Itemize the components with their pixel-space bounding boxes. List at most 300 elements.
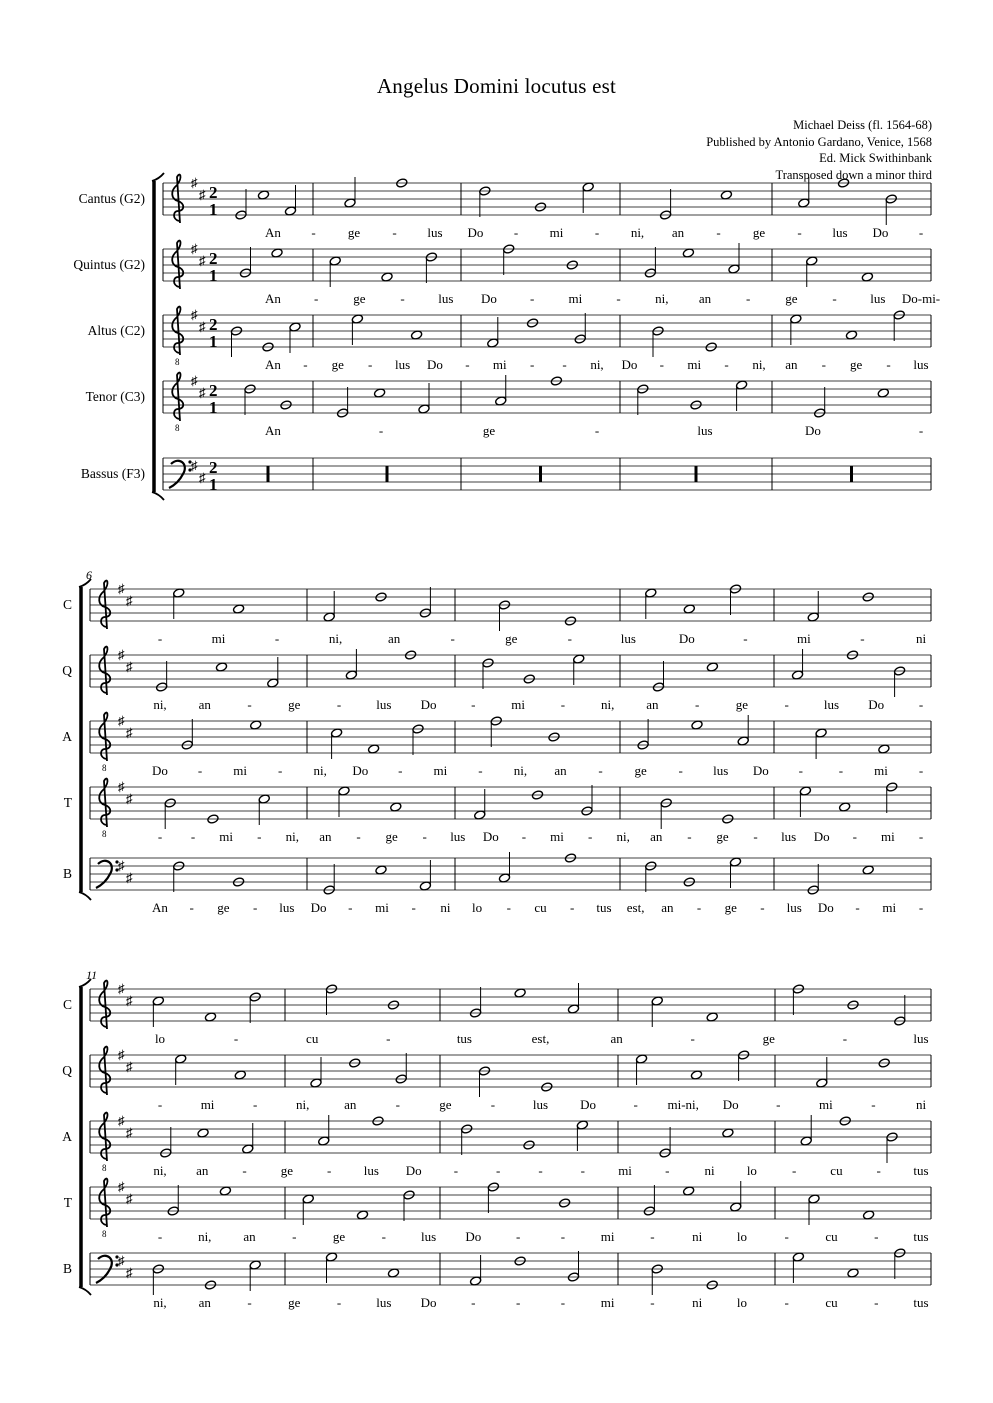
voice-label: T <box>63 1195 72 1210</box>
lyric-syllable: - <box>257 829 262 844</box>
lyric-syllable: ni, <box>198 1229 212 1244</box>
system-3 <box>62 968 931 1310</box>
lyric-syllable: - <box>665 1163 670 1178</box>
lyric-syllable: - <box>784 1229 789 1244</box>
breve-rest <box>850 466 853 482</box>
lyric-syllable: - <box>871 1097 876 1112</box>
lyric-syllable: - <box>336 1295 342 1310</box>
lyric-syllable: - <box>336 697 342 712</box>
lyric-syllable: - <box>760 900 765 915</box>
lyric-syllable: - <box>616 291 621 306</box>
voice-label: Q <box>62 1063 72 1078</box>
lyric-syllable: lus <box>781 829 797 844</box>
sharp-icon: ♯ <box>126 659 133 674</box>
lyric-syllable: Do <box>817 900 834 915</box>
lyric-syllable: - <box>838 763 844 778</box>
lyric-syllable: ni, <box>153 1295 167 1310</box>
voice-label: Quintus (G2) <box>73 257 145 272</box>
lyric-syllable: - <box>381 1229 386 1244</box>
voice-label: Bassus (F3) <box>80 466 145 481</box>
lyric-syllable: mi <box>433 763 448 778</box>
lyric-syllable: - <box>157 1229 163 1244</box>
lyric-syllable: - <box>842 1031 848 1046</box>
lyric-syllable: Do <box>467 225 484 240</box>
lyric-syllable: an <box>671 225 685 240</box>
lyric-syllable: - <box>515 1295 521 1310</box>
lyric-syllable: lus <box>532 1097 549 1112</box>
voice-label: A <box>62 729 72 744</box>
lyric-syllable: lus <box>395 357 411 372</box>
staff-C <box>63 581 931 646</box>
octave-eight-icon: 8 <box>175 423 180 433</box>
lyric-syllable: mi <box>211 631 226 646</box>
lyric-syllable: - <box>696 900 702 915</box>
sharp-icon: ♯ <box>118 858 125 873</box>
lyric-syllable: - <box>560 1295 566 1310</box>
lyric-syllable: ni <box>704 1163 715 1178</box>
lyric-syllable: mi <box>492 357 507 372</box>
lyric-syllable: - <box>326 1163 332 1178</box>
lyric-syllable: - <box>918 900 924 915</box>
lyric-syllable: - <box>392 225 397 240</box>
lyric-syllable: - <box>247 1295 252 1310</box>
lyric-syllable: - <box>852 829 857 844</box>
sharp-icon: ♯ <box>126 1265 133 1280</box>
staff-Q <box>62 1047 931 1112</box>
lyric-syllable: lo <box>472 900 483 915</box>
sharp-icon: ♯ <box>199 470 206 485</box>
lyric-syllable: ge <box>762 1031 775 1046</box>
lyric-syllable: - <box>242 1163 247 1178</box>
lyric-syllable: - <box>521 829 527 844</box>
lyric-syllable: - <box>453 1163 459 1178</box>
lyric-syllable: ge <box>785 291 798 306</box>
lyric-syllable: Do <box>482 829 499 844</box>
lyric-syllable: est, <box>531 1031 550 1046</box>
lyric-syllable: - <box>292 1229 297 1244</box>
sharp-icon: ♯ <box>118 1179 125 1194</box>
lyric-syllable: An <box>265 423 281 438</box>
lyric-syllable: - <box>724 357 729 372</box>
lyric-syllable: lus <box>913 357 929 372</box>
sharp-icon: ♯ <box>118 1113 125 1128</box>
lyric-syllable: an <box>344 1097 357 1112</box>
lyric-syllable: Do <box>420 697 437 712</box>
lyric-syllable: Do <box>352 763 369 778</box>
sharp-icon: ♯ <box>199 253 206 268</box>
sharp-icon: ♯ <box>191 175 198 190</box>
lyric-syllable: Do <box>752 763 769 778</box>
lyric-syllable: - <box>157 1097 163 1112</box>
lyric-syllable: - <box>695 697 700 712</box>
lyric-syllable: - <box>832 291 837 306</box>
lyric-syllable: Do <box>813 829 830 844</box>
lyric-syllable: lus <box>832 225 848 240</box>
sharp-icon: ♯ <box>118 647 125 662</box>
sharp-icon: ♯ <box>126 1125 133 1140</box>
lyric-syllable: - <box>450 631 455 646</box>
breve-rest <box>386 466 389 482</box>
lyric-syllable: an <box>661 900 674 915</box>
lyric-syllable: - <box>659 357 664 372</box>
lyric-syllable: lus <box>786 900 802 915</box>
sharp-icon: ♯ <box>191 241 198 256</box>
lyric-syllable: ni <box>692 1229 703 1244</box>
lyric-syllable: - <box>776 1097 781 1112</box>
lyric-syllable: Do <box>621 357 638 372</box>
time-sig-denominator: 1 <box>209 266 218 285</box>
voice-label: C <box>62 997 72 1012</box>
lyric-syllable: - <box>189 900 194 915</box>
lyric-syllable: lus <box>279 900 295 915</box>
lyric-syllable: Do <box>465 1229 482 1244</box>
lyric-syllable: mi <box>874 763 888 778</box>
time-sig-denominator: 1 <box>209 200 218 219</box>
lyric-syllable: ge <box>716 829 729 844</box>
lyric-syllable: lus <box>427 225 443 240</box>
lyric-syllable: - <box>918 225 924 240</box>
lyric-syllable: Do <box>310 900 327 915</box>
lyric-syllable: Do <box>678 631 695 646</box>
lyric-syllable: - <box>855 900 860 915</box>
voice-label: B <box>62 866 72 881</box>
lyric-syllable: Do <box>427 357 443 372</box>
lyric-syllable: ni, <box>752 357 766 372</box>
lyric-syllable: an <box>388 631 401 646</box>
lyric-syllable: an <box>319 829 332 844</box>
time-sig-denominator: 1 <box>209 475 218 494</box>
sharp-icon: ♯ <box>191 373 198 388</box>
lyric-syllable: - <box>598 763 603 778</box>
voice-label: A <box>62 1129 72 1144</box>
staff-T <box>64 1179 931 1244</box>
sharp-icon: ♯ <box>126 1191 133 1206</box>
lyric-syllable: - <box>753 829 758 844</box>
staff-B <box>81 458 931 494</box>
lyric-syllable: mi <box>375 900 389 915</box>
lyric-syllable: - <box>378 423 384 438</box>
lyric-syllable: cu <box>825 1295 838 1310</box>
staff-Q <box>73 241 940 306</box>
lyric-syllable: - <box>395 1097 400 1112</box>
lyric-syllable: mi <box>819 1097 833 1112</box>
lyric-syllable: Do <box>580 1097 597 1112</box>
lyric-syllable: tus <box>913 1163 929 1178</box>
bracket-bottom-hook <box>152 492 164 500</box>
lyric-syllable: lo <box>746 1163 757 1178</box>
lyric-syllable: an <box>698 291 712 306</box>
lyric-syllable: ge <box>482 423 496 438</box>
bracket-top-hook <box>152 173 164 181</box>
lyric-syllable: - <box>650 1295 655 1310</box>
lyric-syllable: mi <box>882 900 897 915</box>
lyric-syllable: ge <box>634 763 647 778</box>
lyric-syllable: - <box>687 829 692 844</box>
lyric-syllable: - <box>918 697 924 712</box>
lyric-syllable: - <box>560 697 566 712</box>
lyric-syllable: lus <box>823 697 840 712</box>
sharp-icon: ♯ <box>126 593 133 608</box>
lyric-syllable: - <box>678 763 683 778</box>
lyric-syllable: - <box>478 763 483 778</box>
lyric-syllable: - <box>791 1163 797 1178</box>
lyric-syllable: Do <box>872 225 889 240</box>
lyric-syllable: - <box>513 225 519 240</box>
editor-credit: Ed. Mick Swithinbank <box>819 151 932 165</box>
lyric-syllable: cu <box>306 1031 319 1046</box>
time-sig-numerator: 2 <box>209 315 218 334</box>
lyric-syllable: - <box>233 1031 239 1046</box>
lyric-syllable: - <box>422 829 427 844</box>
lyric-syllable: - <box>252 900 258 915</box>
staff-B <box>63 1248 931 1310</box>
lyric-syllable: cu <box>825 1229 838 1244</box>
lyric-syllable: - <box>743 631 748 646</box>
sharp-icon: ♯ <box>118 1253 125 1268</box>
lyric-syllable: ge <box>439 1097 452 1112</box>
lyric-syllable: An <box>265 225 281 240</box>
voice-label: Cantus (G2) <box>78 191 145 206</box>
lyric-syllable: an <box>610 1031 623 1046</box>
lyric-syllable: - <box>398 763 403 778</box>
lyric-syllable: - <box>562 357 567 372</box>
lyric-syllable: Do <box>420 1295 437 1310</box>
sharp-icon: ♯ <box>118 981 125 996</box>
staff-Q <box>62 647 931 712</box>
lyric-syllable: - <box>633 1097 638 1112</box>
lyric-syllable: ni <box>915 631 927 646</box>
lyric-syllable: an <box>785 357 798 372</box>
lyric-syllable: - <box>356 829 361 844</box>
lyric-syllable: - <box>876 1163 881 1178</box>
lyric-syllable: - <box>247 697 252 712</box>
staff-T <box>64 779 931 844</box>
lyric-syllable: ni, <box>313 763 327 778</box>
lyric-syllable: - <box>784 697 789 712</box>
lyric-syllable: - <box>650 1229 655 1244</box>
staff-C <box>79 175 931 240</box>
lyric-syllable: mi-ni, <box>667 1097 699 1112</box>
lyric-syllable: - <box>277 763 283 778</box>
lyric-syllable: Do <box>405 1163 422 1178</box>
lyric-syllable: - <box>594 423 600 438</box>
lyric-syllable: - <box>386 1031 391 1046</box>
lyric-syllable: - <box>716 225 721 240</box>
lyric-syllable: - <box>506 900 511 915</box>
time-sig-numerator: 2 <box>209 381 218 400</box>
sharp-icon: ♯ <box>118 713 125 728</box>
lyric-syllable: tus <box>456 1031 472 1046</box>
lyric-syllable: an <box>198 1295 211 1310</box>
lyric-syllable: - <box>368 357 373 372</box>
sharp-icon: ♯ <box>126 725 133 740</box>
publisher-credit: Published by Antonio Gardano, Venice, 1568 <box>706 134 932 149</box>
lyric-syllable: mi <box>550 829 564 844</box>
lyric-syllable: - <box>530 357 535 372</box>
lyric-syllable: - <box>515 1229 521 1244</box>
staff-T <box>86 373 931 438</box>
lyric-syllable: - <box>190 829 196 844</box>
lyric-syllable: lus <box>421 1229 437 1244</box>
lyric-syllable: lus <box>697 423 713 438</box>
lyric-syllable: lus <box>713 763 729 778</box>
lyric-syllable: - <box>570 900 575 915</box>
lyric-syllable: An <box>152 900 168 915</box>
lyric-syllable: mi <box>219 829 234 844</box>
lyric-syllable: mi <box>618 1163 632 1178</box>
lyric-syllable: Do <box>868 697 885 712</box>
lyric-syllable: ni, <box>296 1097 310 1112</box>
lyric-syllable: an <box>646 697 659 712</box>
lyric-syllable: ni, <box>616 829 630 844</box>
time-sig-numerator: 2 <box>209 183 218 202</box>
lyric-syllable: ge <box>331 357 344 372</box>
lyric-syllable: Do <box>805 423 821 438</box>
lyric-syllable: lus <box>363 1163 379 1178</box>
octave-eight-icon: 8 <box>102 829 107 839</box>
lyric-syllable: cu <box>830 1163 843 1178</box>
lyric-syllable: - <box>587 829 593 844</box>
lyric-syllable: ni, <box>285 829 300 844</box>
lyric-syllable: mi <box>687 357 702 372</box>
voice-label: C <box>62 597 72 612</box>
voice-label: Q <box>62 663 72 678</box>
lyric-syllable: ge <box>353 291 366 306</box>
sharp-icon: ♯ <box>118 1047 125 1062</box>
sharp-icon: ♯ <box>118 779 125 794</box>
sharp-icon: ♯ <box>126 870 133 885</box>
lyric-syllable: ni, <box>328 631 343 646</box>
composer-credit: Michael Deiss (fl. 1564-68) <box>793 118 932 132</box>
lyric-syllable: - <box>348 900 353 915</box>
voice-label: B <box>62 1261 72 1276</box>
lyric-syllable: lus <box>376 697 392 712</box>
lyric-syllable: - <box>538 1163 543 1178</box>
staff-A <box>62 1113 931 1178</box>
lyric-syllable: an <box>198 697 211 712</box>
staff-B <box>63 852 931 915</box>
lyric-syllable: - <box>784 1295 789 1310</box>
sharp-icon: ♯ <box>126 791 133 806</box>
staff-A <box>88 307 931 372</box>
lyric-syllable: ge <box>288 1295 301 1310</box>
system-1 <box>73 173 940 500</box>
lyric-syllable: - <box>821 357 826 372</box>
voice-label: T <box>63 795 72 810</box>
lyric-syllable: ni, <box>153 1163 167 1178</box>
lyric-syllable: ni <box>692 1295 703 1310</box>
transposition-note: Transposed down a minor third <box>775 167 932 182</box>
lyric-syllable: ge <box>385 829 398 844</box>
lyric-syllable: - <box>594 225 600 240</box>
lyric-syllable: - <box>918 763 924 778</box>
octave-eight-icon: 8 <box>102 1229 107 1239</box>
lyric-syllable: an <box>243 1229 256 1244</box>
lyric-syllable: Do <box>481 291 497 306</box>
bracket-bottom-hook <box>79 1287 91 1295</box>
lyric-syllable: ge <box>724 900 737 915</box>
lyric-syllable: ge <box>850 357 863 372</box>
lyric-syllable: An <box>265 357 281 372</box>
lyric-syllable: Do <box>722 1097 739 1112</box>
lyric-syllable: lus <box>870 291 886 306</box>
lyric-syllable: - <box>874 1295 879 1310</box>
sharp-icon: ♯ <box>199 319 206 334</box>
staff-A <box>62 713 931 778</box>
lyric-syllable: ni, <box>513 763 528 778</box>
lyric-syllable: - <box>690 1031 695 1046</box>
lyric-syllable: lus <box>913 1031 929 1046</box>
lyric-syllable: - <box>157 829 163 844</box>
lyric-syllable: ge <box>347 225 361 240</box>
lyric-syllable: ni, <box>590 357 604 372</box>
lyric-syllable: - <box>918 829 924 844</box>
measure-number: 6 <box>86 568 92 582</box>
lyric-syllable: lo <box>736 1229 748 1244</box>
sharp-icon: ♯ <box>191 307 198 322</box>
lyric-syllable: ge <box>217 900 230 915</box>
bracket-bottom-hook <box>79 892 91 900</box>
lyric-syllable: - <box>471 697 476 712</box>
lyric-syllable: mi <box>600 1229 615 1244</box>
lyric-syllable: - <box>157 631 163 646</box>
sharp-icon: ♯ <box>191 458 198 473</box>
octave-eight-icon: 8 <box>102 1163 107 1173</box>
lyric-syllable: Do-mi- <box>901 291 941 306</box>
lyric-syllable: ni, <box>655 291 669 306</box>
lyric-syllable: cu <box>534 900 547 915</box>
lyric-syllable: ge <box>332 1229 346 1244</box>
sharp-icon: ♯ <box>126 993 133 1008</box>
lyric-syllable: ge <box>288 697 301 712</box>
lyric-syllable: mi <box>600 1295 615 1310</box>
lyric-syllable: mi <box>568 291 583 306</box>
lyric-syllable: - <box>311 225 316 240</box>
lyric-syllable: An <box>265 291 281 306</box>
lyric-syllable: an <box>650 829 663 844</box>
lyric-syllable: ni, <box>630 225 645 240</box>
lyric-syllable: lo <box>154 1031 166 1046</box>
octave-eight-icon: 8 <box>102 763 107 773</box>
lyric-syllable: ge <box>505 631 518 646</box>
lyric-syllable: - <box>918 423 924 438</box>
lyric-syllable: - <box>197 763 203 778</box>
lyric-syllable: mi <box>797 631 811 646</box>
lyric-syllable: lus <box>438 291 454 306</box>
lyric-syllable: - <box>303 357 308 372</box>
sharp-icon: ♯ <box>118 581 125 596</box>
lyric-syllable: ni, <box>153 697 167 712</box>
lyric-syllable: mi <box>233 763 247 778</box>
octave-eight-icon: 8 <box>175 357 180 367</box>
breve-rest <box>267 466 270 482</box>
lyric-syllable: tus <box>913 1229 929 1244</box>
lyric-syllable: mi <box>549 225 564 240</box>
lyric-syllable: - <box>490 1097 496 1112</box>
lyric-syllable: - <box>798 763 804 778</box>
breve-rest <box>695 466 698 482</box>
lyric-syllable: an <box>554 763 567 778</box>
lyric-syllable: lus <box>376 1295 392 1310</box>
lyric-syllable: ni <box>915 1097 927 1112</box>
breve-rest <box>539 466 542 482</box>
sharp-icon: ♯ <box>199 187 206 202</box>
sharp-icon: ♯ <box>199 385 206 400</box>
time-sig-numerator: 2 <box>209 249 218 268</box>
voice-label: Altus (C2) <box>87 323 145 338</box>
system-2 <box>62 568 931 915</box>
lyric-syllable: - <box>411 900 416 915</box>
